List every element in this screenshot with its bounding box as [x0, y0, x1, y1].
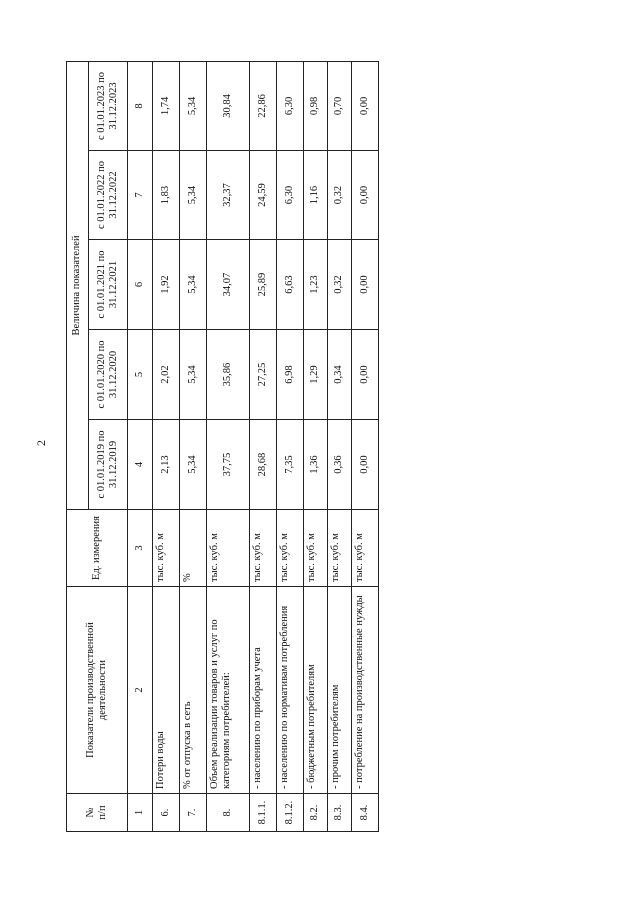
row-value: 5,34: [180, 240, 207, 330]
row-value: 1,83: [153, 151, 180, 240]
row-value: 0,70: [328, 61, 352, 150]
row-value: 32,37: [207, 151, 250, 240]
row-value: 6,98: [277, 330, 304, 420]
row-unit: тыс. куб. м: [304, 510, 328, 587]
table-row: [207, 61, 250, 831]
table-row: [250, 61, 277, 831]
row-value: 2,02: [153, 330, 180, 420]
table-row: [277, 61, 304, 831]
column-number: 7: [128, 151, 153, 240]
row-indicator: - населению по приборам учета: [250, 587, 277, 794]
row-value: 1,29: [304, 330, 328, 420]
page-number: 2: [34, 440, 48, 446]
row-number: 8.2.: [304, 794, 328, 832]
row-value: 6,30: [277, 151, 304, 240]
header-period: с 01.01.2019 по 31.12.2019: [89, 420, 128, 510]
row-unit: тыс. куб. м: [352, 510, 379, 587]
row-value: 0,32: [328, 151, 352, 240]
row-indicator: - бюджетным потребителям: [304, 587, 328, 794]
row-value: 0,00: [352, 151, 379, 240]
row-value: 0,00: [352, 330, 379, 420]
row-value: 5,34: [180, 420, 207, 510]
row-number: 8.4.: [352, 794, 379, 832]
row-unit: тыс. куб. м: [250, 510, 277, 587]
header-row-number: № п/п: [67, 794, 128, 832]
row-value: 0,34: [328, 330, 352, 420]
row-value: 22,86: [250, 61, 277, 150]
table-row: [328, 61, 352, 831]
row-number: 8.1.1.: [250, 794, 277, 832]
row-indicator: - прочим потребителям: [328, 587, 352, 794]
row-value: 0,32: [328, 240, 352, 330]
row-value: 5,34: [180, 330, 207, 420]
column-number: 3: [128, 510, 153, 587]
row-value: 24,59: [250, 151, 277, 240]
row-value: 2,13: [153, 420, 180, 510]
row-value: 0,00: [352, 61, 379, 150]
column-number: 4: [128, 420, 153, 510]
column-number: 1: [128, 794, 153, 832]
header-period: с 01.01.2020 по 31.12.2020: [89, 330, 128, 420]
header-unit: Ед. измерения: [67, 510, 128, 587]
row-value: 7,35: [277, 420, 304, 510]
row-number: 8.: [207, 794, 250, 832]
row-number: 7.: [180, 794, 207, 832]
row-value: 27,25: [250, 330, 277, 420]
row-indicator: % от отпуска в сеть: [180, 587, 207, 794]
header-values-group: Величина показателей: [67, 61, 89, 509]
row-value: 6,63: [277, 240, 304, 330]
row-value: 25,89: [250, 240, 277, 330]
row-value: 1,92: [153, 240, 180, 330]
row-indicator: - потребление на производственные нужды: [352, 587, 379, 794]
row-indicator: Объем реализации товаров и услуг по категориям потребителей:: [207, 587, 250, 794]
header-period: с 01.01.2021 по 31.12.2021: [89, 240, 128, 330]
row-value: 5,34: [180, 151, 207, 240]
row-value: 1,36: [304, 420, 328, 510]
indicators-table: [66, 61, 379, 832]
header-indicator: Показатели производственной деятельности: [67, 587, 128, 794]
row-value: 1,23: [304, 240, 328, 330]
row-value: 0,00: [352, 420, 379, 510]
row-value: 30,84: [207, 61, 250, 150]
row-value: 6,30: [277, 61, 304, 150]
column-number: 8: [128, 61, 153, 150]
row-value: 1,16: [304, 151, 328, 240]
row-value: 5,34: [180, 61, 207, 150]
row-unit: тыс. куб. м: [207, 510, 250, 587]
table-row: [153, 61, 180, 831]
row-value: 34,07: [207, 240, 250, 330]
row-value: 0,98: [304, 61, 328, 150]
row-indicator: Потери воды: [153, 587, 180, 794]
header-period: с 01.01.2022 по 31.12.2022: [89, 151, 128, 240]
row-value: 37,75: [207, 420, 250, 510]
row-number: 8.3.: [328, 794, 352, 832]
row-unit: тыс. куб. м: [328, 510, 352, 587]
row-value: 1,74: [153, 61, 180, 150]
row-unit: %: [180, 510, 207, 587]
column-number: 2: [128, 587, 153, 794]
row-value: 0,36: [328, 420, 352, 510]
row-number: 6.: [153, 794, 180, 832]
row-value: 28,68: [250, 420, 277, 510]
row-value: 35,86: [207, 330, 250, 420]
table-row: [352, 61, 379, 831]
rotated-table-block: [66, 62, 610, 832]
row-unit: тыс. куб. м: [153, 510, 180, 587]
header-period: с 01.01.2023 по 31.12.2023: [89, 61, 128, 150]
column-number: 5: [128, 330, 153, 420]
table-row: [304, 61, 328, 831]
column-number: 6: [128, 240, 153, 330]
row-value: 0,00: [352, 240, 379, 330]
table-row: [180, 61, 207, 831]
row-unit: тыс. куб. м: [277, 510, 304, 587]
row-number: 8.1.2.: [277, 794, 304, 832]
row-indicator: - населению по нормативам потребления: [277, 587, 304, 794]
